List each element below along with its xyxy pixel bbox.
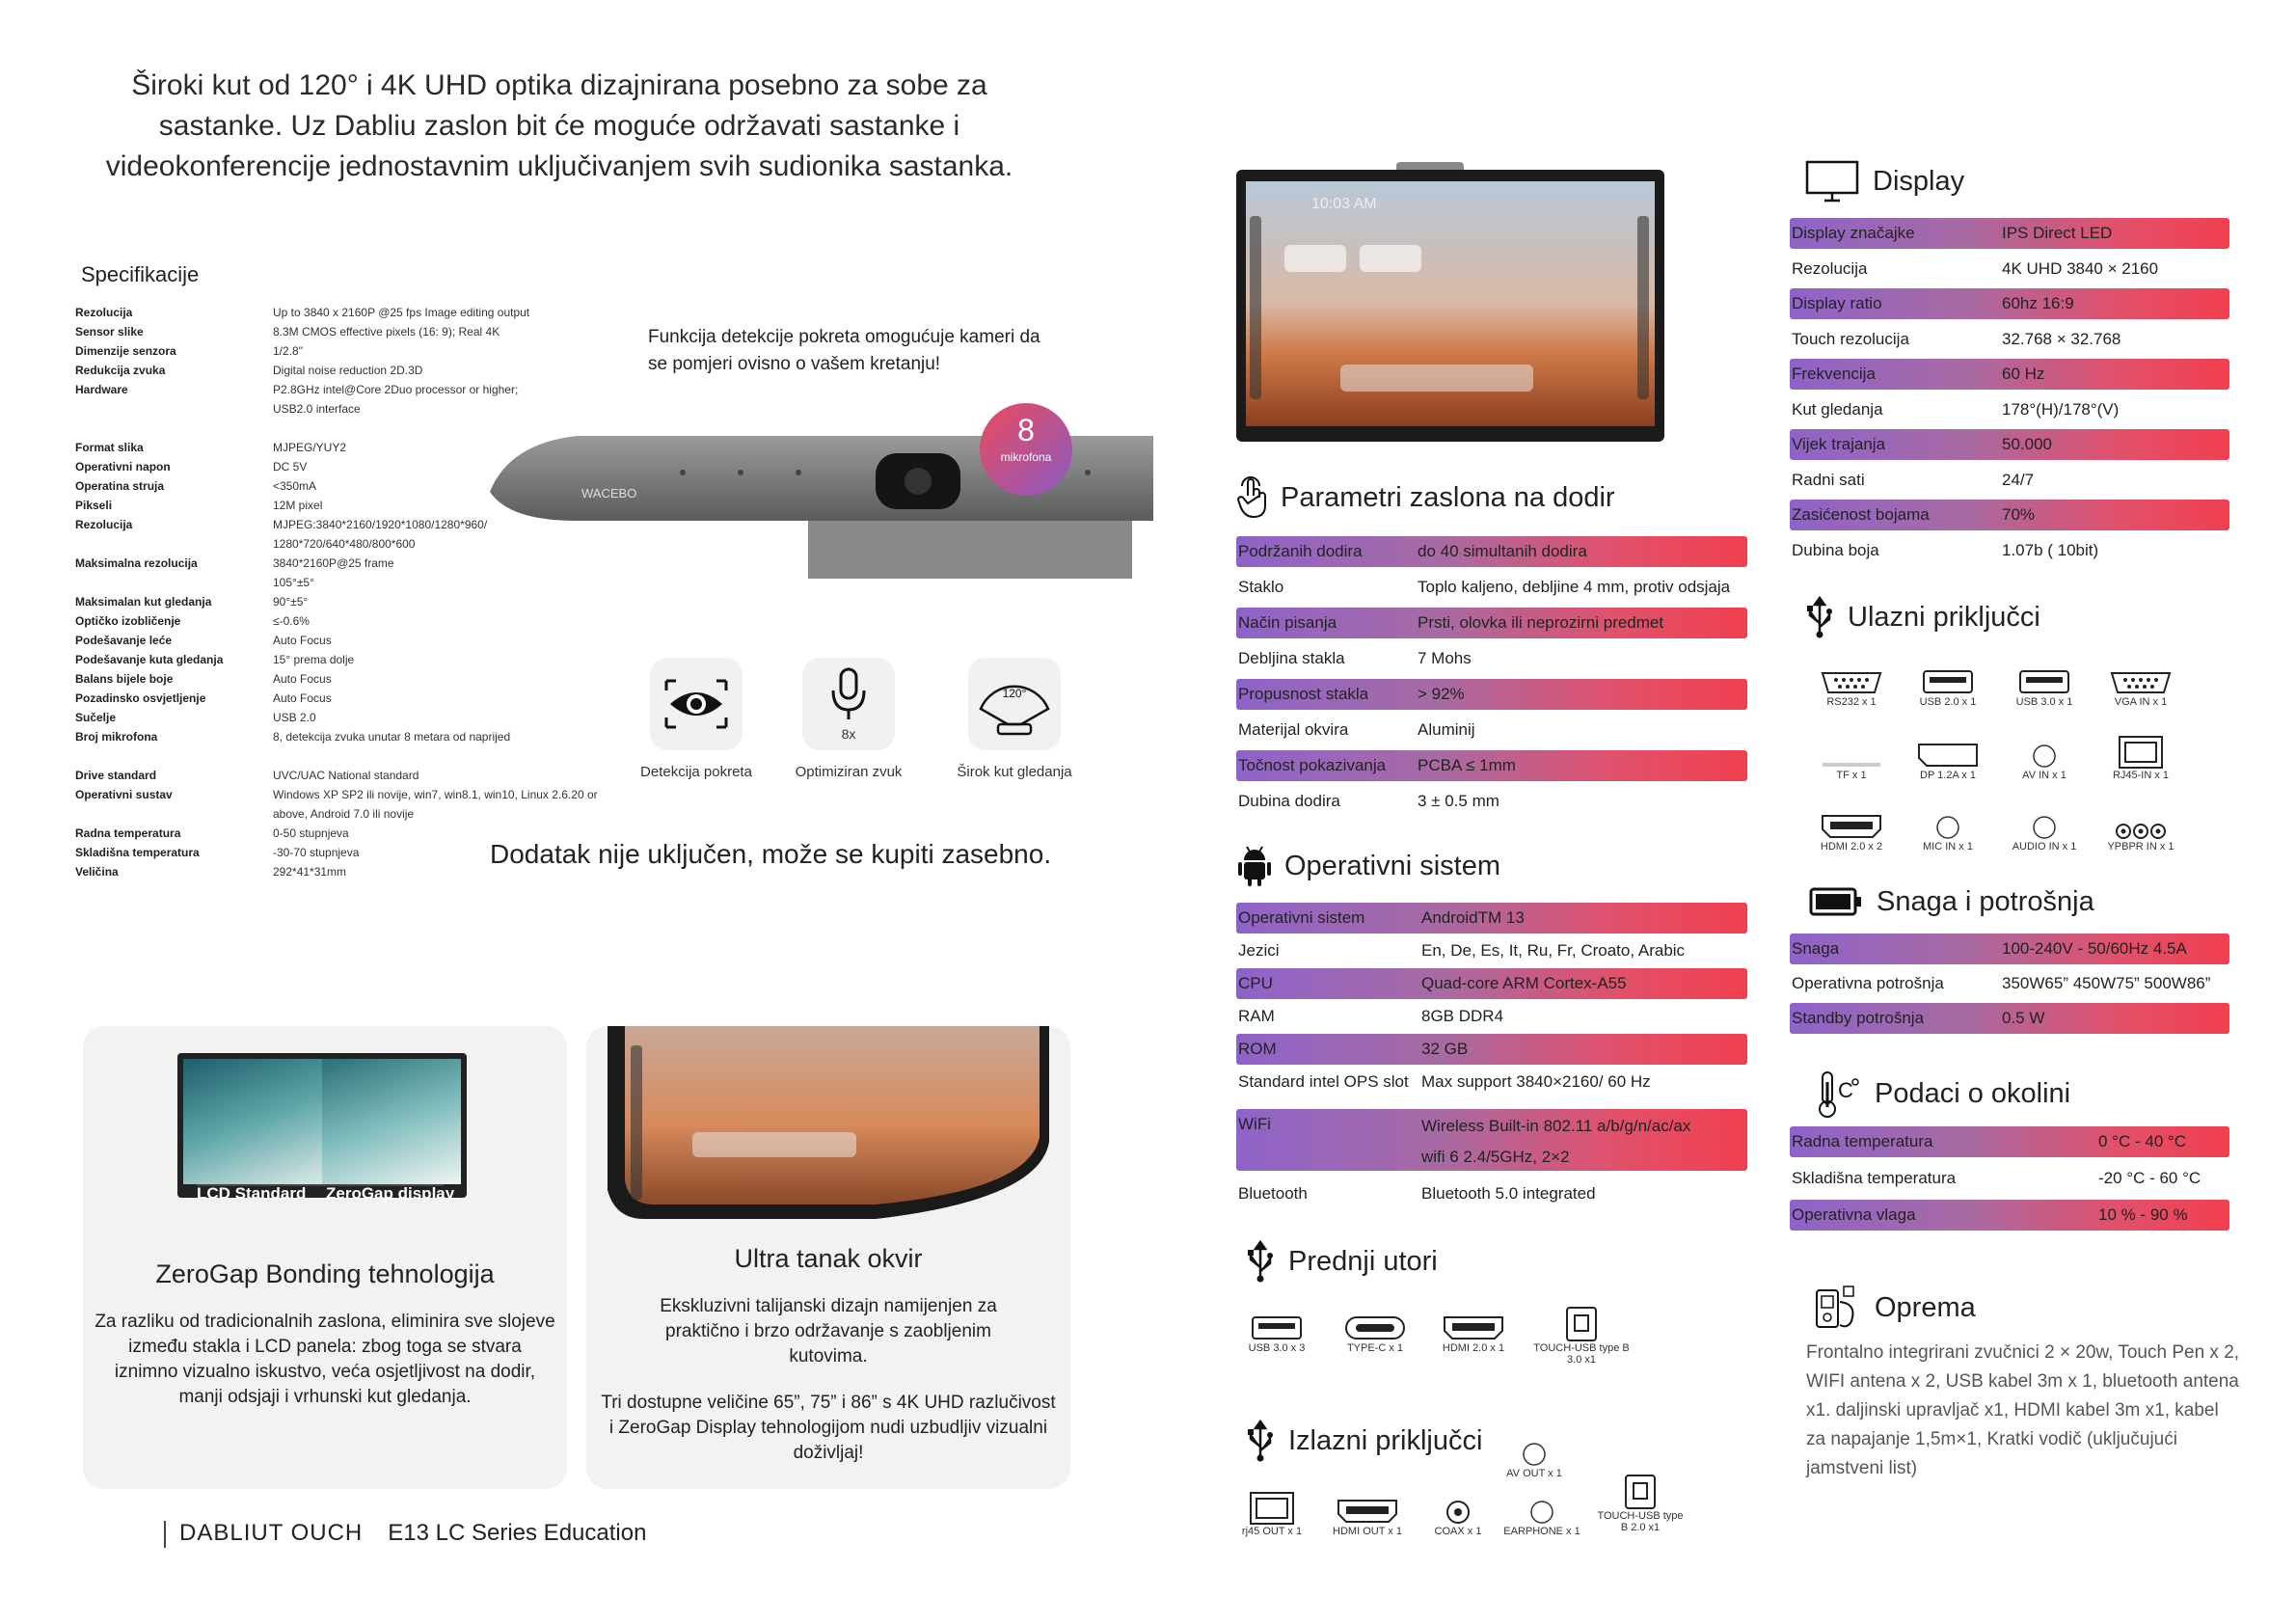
- os-wifi-row: WiFi Wireless Built-in 802.11 a/b/g/n/ac/ax wifi 6 2.4/5GHz, 2×2: [1236, 1109, 1747, 1171]
- touch-hand-icon: [1236, 476, 1267, 519]
- spec-value: 15° prema dolje: [273, 653, 355, 666]
- port-label: AUDIO IN x 1: [2012, 841, 2077, 853]
- spec-key: Broj mikrofona: [75, 730, 158, 744]
- port-item: [1900, 729, 1996, 781]
- spec-table-row: [1790, 429, 2229, 460]
- port-item: [1803, 729, 1900, 781]
- row-key: Operativni sistem: [1238, 908, 1365, 927]
- display-section-title: [1805, 160, 1964, 203]
- row-value: -20 °C - 60 °C: [2098, 1169, 2201, 1187]
- lcd-standard-label: LCD Standard: [197, 1184, 307, 1203]
- equipment-title-text: Oprema: [1875, 1291, 1976, 1323]
- accessory-note: Dodatak nije uključen, može se kupiti zasebno.: [490, 839, 1052, 869]
- row-value: 0.5 W: [2002, 1009, 2045, 1027]
- usb-icon: [1246, 1240, 1275, 1283]
- round-port-icon: [2031, 814, 2058, 841]
- port-item: [1900, 800, 1996, 853]
- tv-clock: 10:03 AM: [1311, 196, 1377, 212]
- round-port-icon: [1934, 814, 1961, 841]
- row-key: RAM: [1238, 1007, 1275, 1025]
- spec-key: Pozadinsko osvjetljenje: [75, 691, 206, 705]
- spec-value: above, Android 7.0 ili novije: [273, 807, 415, 821]
- spec-table-row: [1790, 934, 2229, 964]
- port-label: DP 1.2A x 1: [1920, 770, 1976, 781]
- av-out-icon: [1521, 1441, 1548, 1468]
- coax-port-icon: [1445, 1499, 1472, 1526]
- spec-table-row: [1236, 536, 1747, 567]
- hdmi-port-icon: [1821, 812, 1882, 841]
- tf-slot-icon: [1821, 760, 1882, 770]
- row-value: > 92%: [1418, 685, 1465, 703]
- row-value: 7 Mohs: [1418, 649, 1472, 667]
- spec-key: Hardware: [75, 383, 128, 396]
- spec-value: USB 2.0: [273, 711, 316, 724]
- equipment-icon: [1813, 1283, 1861, 1333]
- spec-value: Windows XP SP2 ili novije, win7, win8.1, win10, Linux 2.6.20 or: [273, 788, 598, 801]
- spec-table-row: [1236, 679, 1747, 710]
- row-value: 1.07b ( 10bit): [2002, 540, 2099, 559]
- usb-b-port-icon: [1563, 1306, 1600, 1342]
- row-key: Rezolucija: [1792, 258, 1868, 278]
- row-key: ROM: [1238, 1040, 1277, 1058]
- mic-badge-text: 8x: [841, 726, 856, 742]
- spec-table-row: [1790, 535, 2229, 566]
- spec-value: 1/2.8": [273, 344, 303, 358]
- battery-icon: [1809, 885, 1863, 918]
- spec-key: Skladišna temperatura: [75, 846, 200, 859]
- output-ports-title: [1246, 1420, 1482, 1462]
- port-item: [1321, 1485, 1414, 1537]
- thermometer-icon: [1813, 1069, 1861, 1119]
- tv-angled-image: [586, 1026, 1070, 1248]
- spec-table-row: [1790, 394, 2229, 425]
- feature-wide-angle: [968, 658, 1061, 750]
- usb-port-icon: [1251, 1313, 1303, 1342]
- env-section-title: [1813, 1069, 2070, 1119]
- port-label: VGA IN x 1: [2114, 696, 2168, 708]
- wide-angle-icon: [973, 670, 1056, 738]
- touch-title-text: Parametri zaslona na dodir: [1281, 481, 1615, 513]
- spec-table-row: [1236, 715, 1747, 745]
- port-icon: [1803, 656, 1900, 696]
- front-ports-title: [1246, 1240, 1438, 1283]
- spec-value: 292*41*31mm: [273, 865, 347, 879]
- power-section-title: [1809, 885, 2094, 918]
- row-key: Materijal okvira: [1238, 720, 1349, 739]
- rj45-port-icon: [2118, 735, 2164, 770]
- row-value: 3 ± 0.5 mm: [1418, 792, 1499, 810]
- usb-icon: [1805, 596, 1834, 638]
- port-item: [1597, 1470, 1684, 1533]
- port-item: [1996, 800, 2093, 853]
- spec-table-row: [1790, 288, 2229, 319]
- spec-table-row: [1236, 1001, 1747, 1032]
- row-value: Max support 3840×2160/ 60 Hz: [1421, 1072, 1651, 1091]
- spec-key: Rezolucija: [75, 306, 133, 319]
- port-item: [1996, 656, 2093, 708]
- port-label: USB 3.0 x 3: [1248, 1342, 1306, 1354]
- row-value: 24/7: [2002, 470, 2035, 489]
- spec-value: UVC/UAC National standard: [273, 769, 419, 782]
- spec-value: Auto Focus: [273, 634, 332, 647]
- port-item: [1803, 800, 1900, 853]
- equipment-text: Frontalno integrirani zvučnici 2 × 20w, Touch Pen x 2, WIFI antena x 2, USB kabel 3m x 1, bluetooth antena x1. daljinski upravljač x1, HDMI kabel 3m x1, kabel za napajanje 1,5m×1, Kratki vodič (uključujući jamstveni list): [1806, 1342, 2240, 1478]
- port-label: RS232 x 1: [1826, 696, 1877, 708]
- spec-table-row: [1790, 218, 2229, 249]
- port-label: HDMI 2.0 x 2: [1820, 841, 1883, 853]
- row-value: Toplo kaljeno, debljine 4 mm, protiv odsjaja: [1418, 578, 1731, 596]
- spec-key: Optičko izobličenje: [75, 614, 181, 628]
- row-value: 32 GB: [1421, 1040, 1469, 1058]
- usb-port-icon: [1922, 667, 1974, 696]
- port-icon: [1803, 800, 1900, 841]
- display-title-text: Display: [1873, 165, 1965, 197]
- spec-value: -30-70 stupnjeva: [273, 846, 360, 859]
- spec-value: Up to 3840 x 2160P @25 fps Image editing output: [273, 306, 530, 319]
- row-value: 32.768 × 32.768: [2002, 329, 2121, 348]
- android-icon: [1238, 845, 1271, 887]
- port-item: [2093, 729, 2189, 781]
- footer: [164, 1520, 646, 1548]
- footer-divider: [164, 1521, 166, 1548]
- port-label: TOUCH-USB type B 2.0 x1: [1597, 1510, 1684, 1533]
- port-icon: [1803, 729, 1900, 770]
- port-label: TYPE-C x 1: [1346, 1342, 1404, 1354]
- spec-table-row: [1790, 968, 2229, 999]
- port-item: [2093, 800, 2189, 853]
- spec-table-row: [1790, 254, 2229, 284]
- port-label: YPBPR IN x 1: [2107, 841, 2174, 853]
- port-av-out: AV OUT x 1: [1491, 1427, 1578, 1479]
- spec-key: Maksimalna rezolucija: [75, 556, 198, 570]
- row-value: Prsti, olovka ili neprozirni predmet: [1418, 613, 1664, 632]
- spec-key: Balans bijele boje: [75, 672, 174, 686]
- usb-port-icon: [2018, 667, 2070, 696]
- spec-value: 105°±5°: [273, 576, 314, 589]
- row-value: 60hz 16:9: [2002, 294, 2074, 312]
- os-title-text: Operativni sistem: [1284, 850, 1501, 881]
- row-key: Display značajke: [1792, 224, 1915, 242]
- row-key: Debljina stakla: [1238, 649, 1345, 667]
- zerogap-card: [83, 1026, 567, 1489]
- db9-port-icon: [1821, 669, 1882, 696]
- port-item: [1803, 656, 1900, 708]
- row-key: Propusnost stakla: [1238, 685, 1369, 703]
- spec-key: Operativni sustav: [75, 788, 173, 801]
- port-label: USB 2.0 x 1: [1919, 696, 1977, 708]
- env-title-text: Podaci o okolini: [1875, 1077, 2071, 1109]
- port-icon: [2093, 800, 2189, 841]
- port-icon: [1996, 656, 2093, 696]
- spec-value: Auto Focus: [273, 691, 332, 705]
- feature-optimized-sound: [802, 658, 895, 750]
- spec-key: Radna temperatura: [75, 826, 181, 840]
- row-key: Display ratio: [1792, 294, 1882, 312]
- microphone-count-badge: 8 mikrofona: [980, 403, 1072, 496]
- row-value: 8GB DDR4: [1421, 1007, 1504, 1025]
- round-port-icon: [2031, 743, 2058, 770]
- spec-key: Operatina struja: [75, 479, 165, 493]
- input-ports-title-text: Ulazni priključci: [1848, 601, 2040, 633]
- port-icon: [1427, 1302, 1520, 1342]
- row-highlight: [1236, 1034, 1747, 1065]
- port-icon: [1996, 729, 2093, 770]
- spec-title: Specifikacije: [81, 262, 200, 286]
- port-label: RJ45-IN x 1: [2112, 770, 2170, 781]
- spec-value: MJPEG:3840*2160/1920*1080/1280*960/: [273, 518, 488, 531]
- spec-table-row: [1790, 500, 2229, 530]
- row-value: 70%: [2002, 505, 2036, 524]
- spec-value: DC 5V: [273, 460, 308, 474]
- row-value: Aluminij: [1418, 720, 1475, 739]
- row-key: Zasićenost bojama: [1792, 505, 1930, 524]
- spec-key: Podešavanje kuta gledanja: [75, 653, 224, 666]
- port-label: COAX x 1: [1434, 1526, 1482, 1537]
- port-item: [1329, 1302, 1421, 1354]
- port-icon: [1597, 1470, 1684, 1510]
- feature-label-angle: Širok kut gledanja: [957, 764, 1072, 780]
- port-item: [2093, 656, 2189, 708]
- row-key: Radni sati: [1792, 470, 1865, 489]
- row-key: Točnost pokazivanja: [1238, 756, 1387, 774]
- port-label: MIC IN x 1: [1923, 841, 1973, 853]
- port-icon: [1996, 800, 2093, 841]
- eye-icon: [662, 677, 730, 731]
- port-label: HDMI OUT x 1: [1333, 1526, 1402, 1537]
- row-value: Quad-core ARM Cortex-A55: [1421, 974, 1627, 992]
- port-icon: [2093, 656, 2189, 696]
- port-icon: [1900, 729, 1996, 770]
- row-key: Radna temperatura: [1792, 1132, 1933, 1150]
- spec-key: Veličina: [75, 865, 119, 879]
- row-value: En, De, Es, It, Ru, Fr, Croato, Arabic: [1421, 941, 1686, 960]
- spec-table-row: [1790, 1200, 2229, 1231]
- port-label: USB 3.0 x 1: [2015, 696, 2073, 708]
- port-icon: [2093, 729, 2189, 770]
- row-value: 10 % - 90 %: [2098, 1205, 2188, 1224]
- row-key: Standby potrošnja: [1792, 1009, 1925, 1027]
- row-key: Dubina boja: [1792, 540, 1879, 559]
- port-label: TOUCH-USB type B 3.0 x1: [1533, 1342, 1630, 1366]
- row-key: Skladišna temperatura: [1792, 1169, 1957, 1187]
- spec-value: 8, detekcija zvuka unutar 8 metara od naprijed: [273, 730, 511, 744]
- row-value: IPS Direct LED: [2002, 224, 2113, 242]
- zerogap-display-label: ZeroGap display: [326, 1184, 455, 1203]
- port-icon: [1900, 656, 1996, 696]
- port-item: [1900, 656, 1996, 708]
- port-label: rj45 OUT x 1: [1241, 1526, 1303, 1537]
- ultra-thin-text-1: Ekskluzivni talijanski dizajn namijenjen za praktično i brzo održavanje s zaobljenim kutovima.: [660, 1296, 997, 1367]
- spec-key: Drive standard: [75, 769, 157, 782]
- row-key: Operativna vlaga: [1792, 1205, 1916, 1224]
- port-icon: [1329, 1302, 1421, 1342]
- intro-paragraph: Široki kut od 120° i 4K UHD optika dizajnirana posebno za sobe za sastanke. Uz Dabliu zaslon bit će moguće održavati sastanke i videokonferencije jednostavnim uključivanjem svih sudionika sastanka.: [105, 69, 1013, 182]
- spec-table-row: [1236, 968, 1747, 999]
- row-value: 350W65” 450W75” 500W86”: [2002, 974, 2211, 992]
- row-key: Operativna potrošnja: [1792, 974, 1944, 992]
- spec-value: 12M pixel: [273, 499, 323, 512]
- spec-value: MJPEG/YUY2: [273, 441, 347, 454]
- row-key: Jezici: [1238, 941, 1280, 960]
- row-value: 4K UHD 3840 × 2160: [2002, 258, 2159, 278]
- port-icon: [1229, 1302, 1325, 1342]
- spec-key: Rezolucija: [75, 518, 133, 531]
- row-key: Staklo: [1238, 578, 1284, 596]
- port-item: [1419, 1485, 1497, 1537]
- spec-key: Maksimalan kut gledanja: [75, 595, 212, 609]
- db9-port-icon: [2110, 669, 2172, 696]
- port-icon: [1321, 1485, 1414, 1526]
- zerogap-text: Za razliku od tradicionalnih zaslona, eliminira sve slojeve između stakla i LCD panela: zbog toga se stvara iznimno vizualno iskustvo, veća osjetljivost na dodir, manji odsjaji i vrhunski kut gledanja.: [95, 1312, 555, 1407]
- row-value: 60 Hz: [2002, 365, 2045, 383]
- equipment-section-title: [1813, 1283, 1976, 1333]
- spec-table-row: [1236, 903, 1747, 934]
- spec-table-row: [1236, 608, 1747, 638]
- spec-key: Pikseli: [75, 499, 113, 512]
- footer-brand: DABLIUT OUCH: [179, 1520, 364, 1546]
- input-ports-title: [1805, 596, 2040, 638]
- spec-table-row: [1790, 1163, 2229, 1194]
- port-item: [1533, 1302, 1630, 1366]
- spec-key: Format slika: [75, 441, 144, 454]
- spec-table-row: [1236, 935, 1747, 966]
- touch-section-title: [1236, 476, 1615, 519]
- spec-table-row: [1236, 786, 1747, 817]
- row-key: Frekvencija: [1792, 365, 1876, 383]
- hdmi-port-icon: [1443, 1313, 1504, 1342]
- ultra-thin-card: [586, 1026, 1070, 1489]
- spec-key: Sensor slike: [75, 325, 144, 338]
- port-item: [1229, 1302, 1325, 1354]
- row-key: Kut gledanja: [1792, 399, 1883, 419]
- spec-value: <350mA: [273, 479, 317, 493]
- row-key: Dubina dodira: [1238, 792, 1340, 810]
- spec-table-row: [1790, 1126, 2229, 1157]
- row-key: CPU: [1238, 974, 1273, 992]
- spec-table-row: [1236, 1034, 1747, 1065]
- svg-text:C: C: [1838, 1078, 1853, 1102]
- spec-value: Auto Focus: [273, 672, 332, 686]
- ultra-thin-title: Ultra tanak okvir: [734, 1244, 923, 1273]
- output-ports-title-text: Izlazni priključci: [1288, 1424, 1483, 1456]
- spec-value: 8.3M CMOS effective pixels (16: 9); Real 4K: [273, 325, 500, 338]
- spec-value: 3840*2160P@25 frame: [273, 556, 394, 570]
- spec-key: Sučelje: [75, 711, 117, 724]
- port-icon: [1419, 1485, 1497, 1526]
- motion-detection-text: Funkcija detekcije pokreta omogućuje kameri da se pomjeri ovisno o vašem kretanju!: [648, 327, 1040, 374]
- spec-value: P2.8GHz intel@Core 2Duo processor or higher;: [273, 383, 519, 396]
- row-key: Standard intel OPS slot: [1238, 1072, 1409, 1091]
- port-icon: [1900, 800, 1996, 841]
- row-value: PCBA ≤ 1mm: [1418, 756, 1516, 774]
- spec-table-row: [1790, 324, 2229, 355]
- hdmi-port-icon: [1337, 1497, 1398, 1526]
- row-key: Podržanih dodira: [1238, 542, 1363, 560]
- zerogap-title: ZeroGap Bonding tehnologija: [155, 1259, 495, 1288]
- row-key: Način pisanja: [1238, 613, 1337, 632]
- os-section-title: [1238, 845, 1500, 887]
- feature-label-motion: Detekcija pokreta: [640, 764, 752, 780]
- camera-brand: WACEBO: [581, 486, 637, 501]
- spec-key: Operativni napon: [75, 460, 171, 474]
- spec-table-row: [1236, 750, 1747, 781]
- spec-key: Podešavanje leće: [75, 634, 173, 647]
- row-value: AndroidTM 13: [1421, 908, 1525, 927]
- row-value: 100-240V - 50/60Hz 4.5A: [2002, 939, 2187, 958]
- spec-value: 90°±5°: [273, 595, 309, 609]
- feature-label-sound: Optimiziran zvuk: [795, 764, 903, 780]
- zerogap-display-image: [177, 1053, 467, 1203]
- spec-value: 0-50 stupnjeva: [273, 826, 349, 840]
- tv-front-image: [1196, 162, 1678, 442]
- port-icon: [1533, 1302, 1630, 1342]
- row-value: 50.000: [2002, 435, 2052, 453]
- port-label: HDMI 2.0 x 1: [1442, 1342, 1505, 1354]
- row-value: do 40 simultanih dodira: [1418, 542, 1587, 560]
- displayport-icon: [1917, 741, 1979, 770]
- spec-table-row: [1236, 572, 1747, 603]
- port-item: [1499, 1485, 1585, 1537]
- port-item: [1427, 1302, 1520, 1354]
- row-key: Vijek trajanja: [1792, 435, 1886, 453]
- row-key: Snaga: [1792, 939, 1840, 958]
- front-ports-title-text: Prednji utori: [1288, 1245, 1438, 1277]
- power-title-text: Snaga i potrošnja: [1877, 885, 2094, 917]
- usb-b-port-icon: [1622, 1474, 1659, 1510]
- port-label: TF x 1: [1836, 770, 1867, 781]
- feature-motion-detection: [650, 658, 743, 750]
- rj45-port-icon: [1249, 1491, 1295, 1526]
- os-bluetooth-row: Bluetooth Bluetooth 5.0 integrated: [1238, 1184, 1596, 1203]
- port-label: AV IN x 1: [2022, 770, 2066, 781]
- spec-value: Digital noise reduction 2D.3D: [273, 364, 423, 377]
- port-icon: [1229, 1485, 1315, 1526]
- port-item: [1229, 1485, 1315, 1537]
- usb-c-port-icon: [1344, 1313, 1406, 1342]
- spec-table-row: [1790, 359, 2229, 390]
- spec-value: 1280*720/640*480/800*600: [273, 537, 416, 551]
- wide-angle-badge: 120°: [1002, 687, 1027, 700]
- monitor-icon: [1805, 160, 1859, 203]
- spec-table-row: [1236, 643, 1747, 674]
- spec-value: USB2.0 interface: [273, 402, 361, 416]
- spec-table-row: [1790, 1003, 2229, 1034]
- ultra-thin-text-2: Tri dostupne veličine 65”, 75” i 86” s 4K UHD razlučivost i ZeroGap Display tehnologijom nudi uzbudljiv vizualni doživljaj!: [601, 1393, 1056, 1463]
- spec-key: Redukcija zvuka: [75, 364, 166, 377]
- row-value: 0 °C - 40 °C: [2098, 1132, 2187, 1150]
- spec-value: ≤-0.6%: [273, 614, 310, 628]
- usb-icon: [1246, 1420, 1275, 1462]
- footer-model: E13 LC Series Education: [388, 1520, 647, 1546]
- row-key: Touch rezolucija: [1792, 329, 1909, 348]
- port-icon: [1499, 1485, 1585, 1526]
- ypbpr-port-icon: [2114, 822, 2168, 841]
- port-label: EARPHONE x 1: [1503, 1526, 1580, 1537]
- spec-key: Dimenzije senzora: [75, 344, 176, 358]
- microphone-icon: [827, 665, 870, 743]
- round-port-icon: [1528, 1499, 1555, 1526]
- row-value: 178°(H)/178°(V): [2002, 399, 2120, 419]
- spec-table-row: [1790, 465, 2229, 496]
- port-item: [1996, 729, 2093, 781]
- spec-table-row: [1236, 1067, 1747, 1097]
